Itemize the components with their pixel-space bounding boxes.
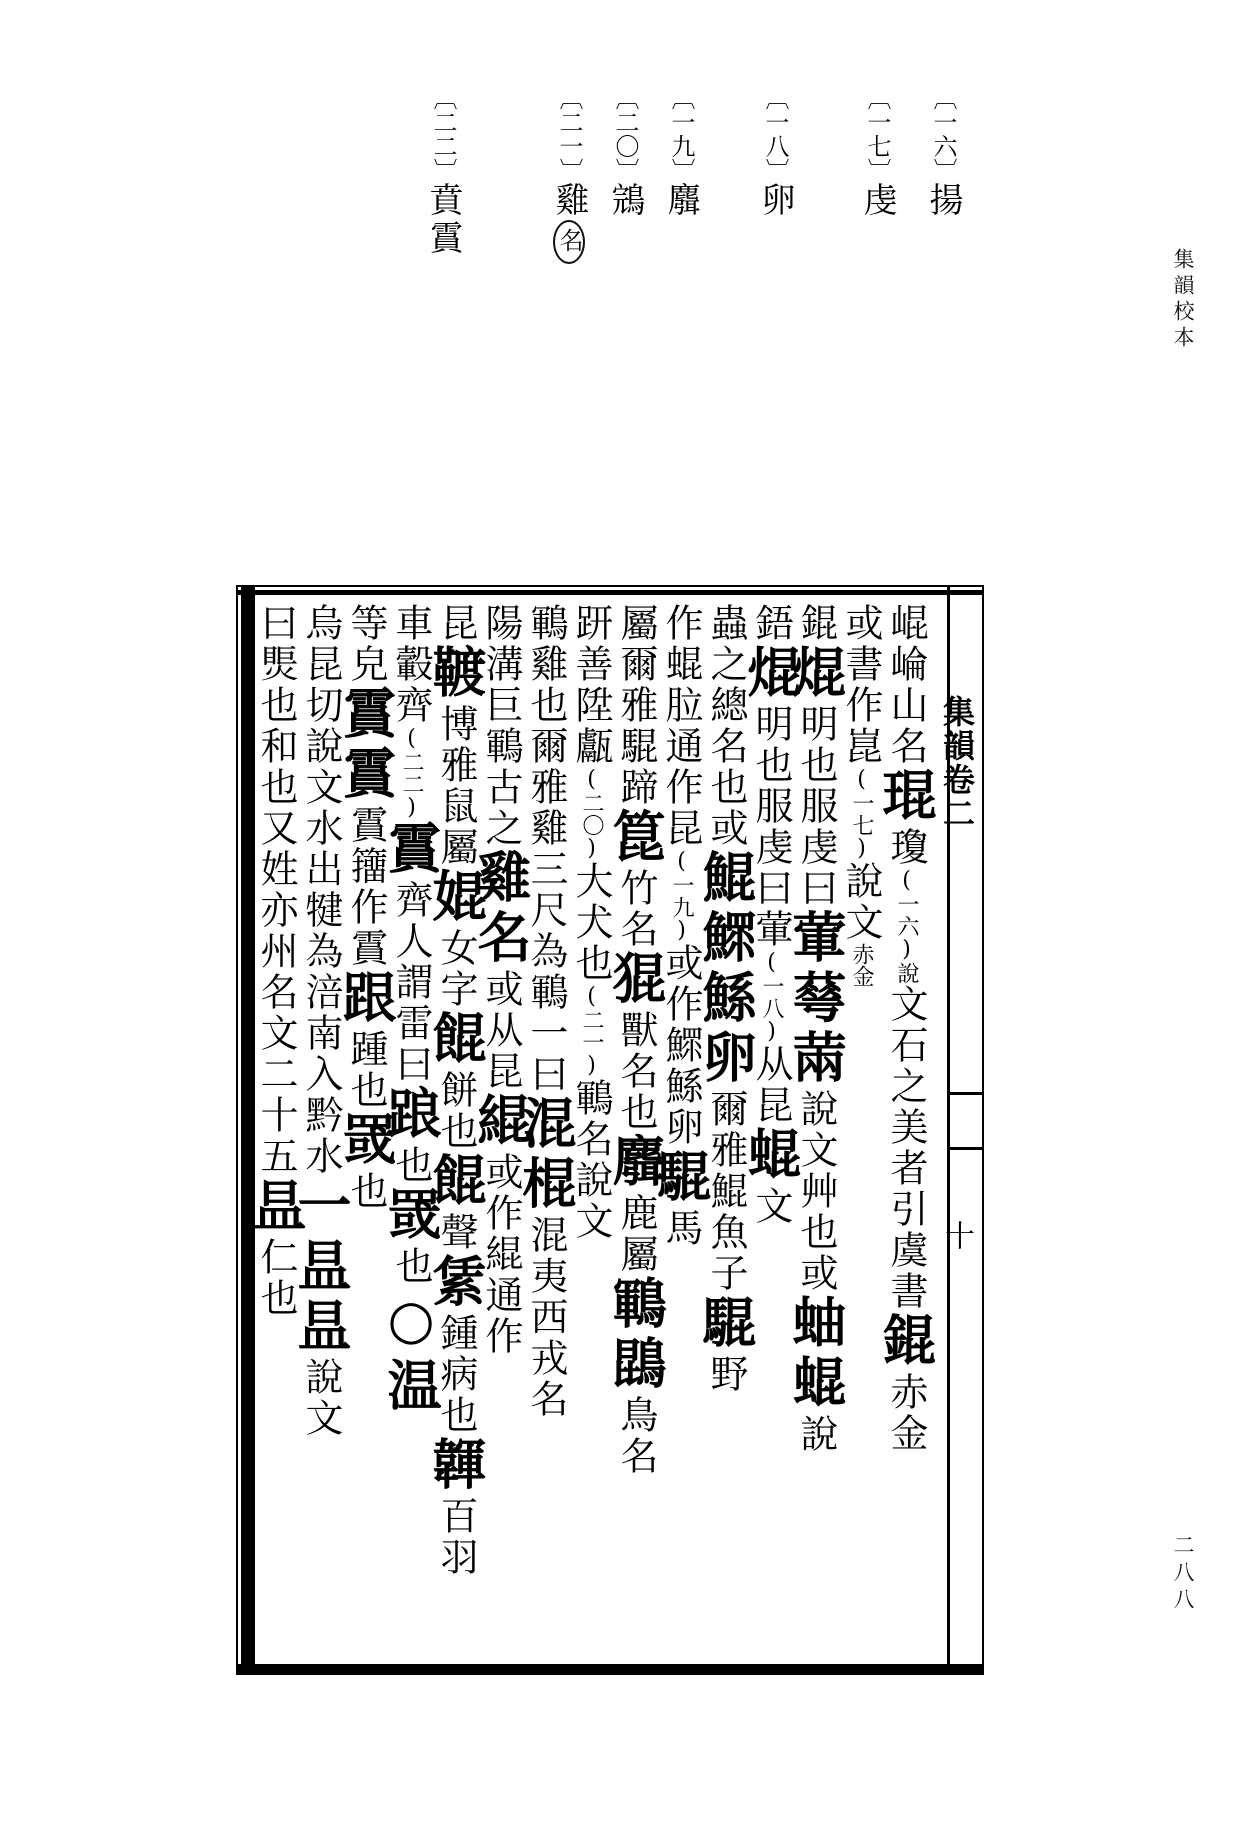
gloss-text: 齊人謂雷曰 xyxy=(389,880,433,1085)
collation-note: 〔一六〕揚 xyxy=(923,86,963,220)
text-column xyxy=(874,603,938,1454)
headword: 雞名 xyxy=(469,849,533,969)
headword: 緄 xyxy=(469,1092,533,1152)
gloss-text: 大犬也 xyxy=(569,861,613,984)
gloss-text: 文石之美者引虞書 xyxy=(884,984,928,1312)
banxin-title: 集韻卷二 xyxy=(938,695,976,831)
text-column xyxy=(514,603,578,1420)
gloss-text: 踵也 xyxy=(344,1029,388,1111)
frame-top-line xyxy=(238,590,982,595)
gloss-text: 餅也 xyxy=(434,1070,478,1152)
gloss-text: 等皃 xyxy=(344,603,388,685)
gloss-text: 文 xyxy=(749,1186,793,1227)
page-number: 二八八 xyxy=(1171,1534,1195,1615)
gloss-text: 爾雅鯤魚子 xyxy=(704,1089,748,1294)
headword: 罭 xyxy=(334,1111,398,1171)
gloss-text: 聲 xyxy=(434,1212,478,1253)
gloss-text: 獸名也 xyxy=(614,1010,658,1133)
headword: 餛 xyxy=(424,1152,488,1212)
gloss-text: 明也服虔曰葷 xyxy=(749,704,793,950)
headword: 昷昷 xyxy=(289,1237,353,1357)
headword: 霣 xyxy=(379,820,443,880)
note-marker: (二〇) xyxy=(579,767,604,861)
text-column xyxy=(784,603,848,1455)
headword: ○ xyxy=(379,1287,443,1357)
collation-note: 〔二〇〕鵍 xyxy=(605,86,645,220)
headword: 騉 xyxy=(694,1294,758,1354)
headword: 蚰蜫 xyxy=(784,1294,848,1414)
gloss-text: 鶤雞也爾雅雞三尺為鶤一曰 xyxy=(524,603,568,1095)
gloss-text: 或作鰥鯀卵 xyxy=(659,943,703,1148)
gloss-text: 也 xyxy=(389,1246,433,1287)
headword: 温 xyxy=(379,1357,443,1417)
note-marker: (二二) xyxy=(399,726,424,820)
gloss-text: 鋙 xyxy=(749,603,793,644)
gloss-text: 說 xyxy=(794,1414,838,1455)
headword: 霣霣 xyxy=(334,685,398,805)
gloss-text: 崐崘山名 xyxy=(884,603,928,767)
headword: 葷䔢䓣 xyxy=(784,909,848,1089)
gloss-text: 赤金 xyxy=(884,1372,928,1454)
gloss-text: 竹名 xyxy=(614,868,658,950)
gloss-text: 車轂齊 xyxy=(389,603,433,726)
gloss-text: 野 xyxy=(704,1354,748,1395)
note-marker: (一八) xyxy=(759,950,784,1044)
gloss-text: 作蜫䏠通作昆 xyxy=(659,603,703,849)
gloss-text: 瓊 xyxy=(884,827,928,868)
headword: 鶤鵾 xyxy=(604,1275,668,1395)
gloss-text: 博雅鼠屬 xyxy=(434,704,478,868)
gloss-text: 或从昆 xyxy=(479,969,523,1092)
gloss-text: 百羽 xyxy=(434,1496,478,1578)
note-marker: (一七) xyxy=(849,767,874,861)
headword: 餛 xyxy=(424,1010,488,1070)
gloss-text: 仁也 xyxy=(254,1237,298,1319)
headword: 跟 xyxy=(334,969,398,1029)
gloss-text: 也 xyxy=(389,1145,433,1186)
banxin-folio: 十 xyxy=(939,1220,974,1250)
headword: 混 xyxy=(514,1095,578,1155)
gloss-text: 鍾病也 xyxy=(434,1313,478,1436)
gloss-text: 說文 xyxy=(839,861,883,943)
frame-bottom-bar xyxy=(238,1664,982,1673)
headword: 猑 xyxy=(604,950,668,1010)
headword: 焜 xyxy=(784,644,848,704)
collation-note: 〔一八〕卵 xyxy=(755,86,795,220)
headword: 箟 xyxy=(604,808,668,868)
text-column xyxy=(694,603,758,1395)
gloss-text: 蟲之總名也或 xyxy=(704,603,748,849)
headword: 騉 xyxy=(649,1148,713,1208)
headword: 麛 xyxy=(604,1133,668,1193)
headword: 罭 xyxy=(379,1186,443,1246)
collation-note: 〔一九〕麛 xyxy=(661,86,701,220)
gloss-text: 說文 xyxy=(299,1357,343,1439)
gloss-text: 陽溝巨鶤古之 xyxy=(479,603,523,849)
gloss-text: 霣籒作霣 xyxy=(344,805,388,969)
woodblock-page xyxy=(236,585,984,1675)
gloss-text: 錕 xyxy=(794,603,838,644)
gloss-text: 烏昆切說文水出犍為涪南入黔水 xyxy=(299,603,343,1177)
headword: 昷 xyxy=(244,1177,308,1237)
gloss-text: 鹿屬 xyxy=(614,1193,658,1275)
headword: 蜫 xyxy=(739,1126,803,1186)
note-marker: (二一) xyxy=(579,984,604,1078)
small-annotation: 金 xyxy=(849,965,874,987)
gloss-text: 趼善陞甗 xyxy=(569,603,613,767)
gloss-text: 昆 xyxy=(434,603,478,644)
gloss-text: 女字 xyxy=(434,928,478,1010)
collation-note: 〔二一〕雞名 xyxy=(552,86,586,264)
running-title: 集韻校本 xyxy=(1171,248,1195,352)
gloss-text: 屬爾雅騉蹄 xyxy=(614,603,658,808)
gloss-text: 鳥名 xyxy=(614,1395,658,1477)
gloss-text: 馬 xyxy=(659,1208,703,1249)
gloss-text: 或作緄通作 xyxy=(479,1152,523,1357)
gloss-text: 从昆 xyxy=(749,1044,793,1126)
gloss-text: 鶤名說文 xyxy=(569,1078,613,1242)
circled-annotation: 名 xyxy=(553,220,585,264)
text-column xyxy=(244,603,308,1319)
headword: 焜 xyxy=(739,644,803,704)
collation-note: 〔二二〕賁霣 xyxy=(423,86,463,258)
headword: 䋕 xyxy=(424,1253,488,1313)
headword: 一 xyxy=(289,1177,353,1237)
text-column xyxy=(334,603,398,1212)
headword: 踉 xyxy=(379,1085,443,1145)
note-marker: (一九) xyxy=(669,849,694,943)
collation-notes xyxy=(380,86,963,336)
headword: 鯤鰥鯀卵 xyxy=(694,849,758,1089)
text-column xyxy=(469,603,533,1357)
collation-note: 〔一七〕虔 xyxy=(857,86,897,220)
small-annotation: 赤 xyxy=(849,943,874,965)
block-center-strip xyxy=(938,587,982,1673)
headword: 琨 xyxy=(874,767,938,827)
gloss-text: 明也服虔曰 xyxy=(794,704,838,909)
headword: 錕 xyxy=(874,1312,938,1372)
gloss-text: 曰㷡也和也又姓亦州名文二十五 xyxy=(254,603,298,1177)
gloss-text: 也 xyxy=(344,1171,388,1212)
text-column xyxy=(604,603,668,1477)
headword: 韗 xyxy=(424,1436,488,1496)
gloss-text: 說文艸也或 xyxy=(794,1089,838,1294)
headword: 婫 xyxy=(424,868,488,928)
headword: 棍 xyxy=(514,1155,578,1215)
note-marker: (一六)說 xyxy=(894,868,919,984)
headword: 䩲 xyxy=(424,644,488,704)
gloss-text: 或書作崑 xyxy=(839,603,883,767)
text-column xyxy=(289,603,353,1439)
gloss-text: 混夷西戎名 xyxy=(524,1215,568,1420)
